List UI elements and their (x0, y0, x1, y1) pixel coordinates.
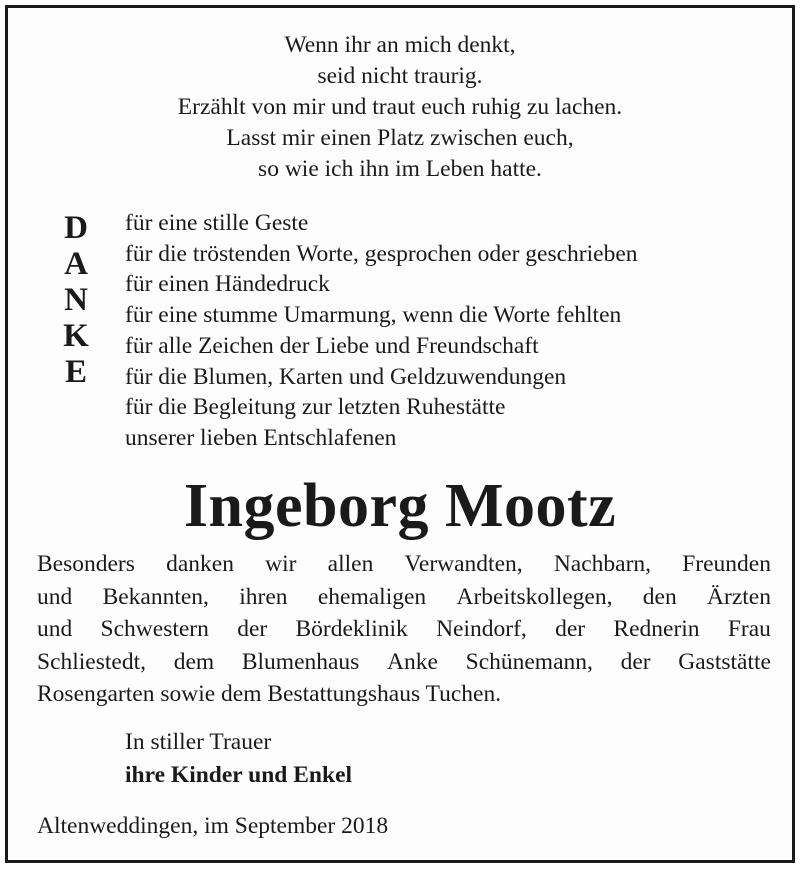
thanks-line (37, 613, 771, 646)
word: der (620, 648, 651, 675)
poem-line: seid nicht traurig. (317, 63, 483, 89)
word: Rednerin (613, 616, 700, 642)
word: und (37, 583, 73, 610)
mourning-line: In stiller Trauer (125, 729, 272, 755)
danke-list (125, 208, 638, 454)
danke-line: für die Begleitung zur letzten Ruhestätte (125, 394, 506, 421)
deceased-name: Ingeborg Mootz (183, 472, 617, 540)
signature-block (125, 726, 352, 792)
poem (8, 30, 792, 185)
danke-line: für eine stille Geste (125, 210, 309, 236)
danke-line: für eine stumme Umarmung, wenn die Worte fehlten (125, 302, 622, 329)
danke-letter: A (64, 246, 88, 282)
poem-line: so wie ich ihn im Leben hatte. (258, 156, 542, 182)
place-date: Altenweddingen, im September 2018 (37, 813, 389, 839)
word: Neindorf, (436, 616, 527, 642)
word: ihren (239, 583, 288, 610)
thanks-line (37, 548, 771, 581)
word: Schwestern (100, 616, 209, 642)
danke-letter: N (64, 282, 88, 318)
poem-line: Erzählt von mir und traut euch ruhig zu lachen. (177, 94, 623, 120)
word: wir (265, 551, 297, 577)
word: Schliestedt, (37, 648, 146, 675)
word: und (37, 616, 73, 642)
word: Verwandten, (404, 551, 523, 577)
word: Nachbarn, (553, 551, 652, 577)
thanks-line: Rosengarten sowie dem Bestattungshaus Tuchen. (37, 681, 502, 707)
word: danken (166, 551, 234, 577)
danke-letter: K (63, 318, 89, 354)
word: dem (173, 648, 215, 675)
word: Schünemann, (465, 648, 593, 675)
word: ehemaligen (317, 583, 427, 610)
danke-letter: E (64, 354, 87, 390)
word: Anke (387, 648, 438, 675)
danke-acrostic (56, 210, 96, 390)
word: Freunden (682, 551, 771, 577)
word: Arbeitskollegen, (456, 583, 613, 610)
word: Ärzten (707, 583, 771, 610)
danke-line: für alle Zeichen der Liebe und Freundschaft (125, 332, 539, 359)
thanks-line (37, 581, 771, 614)
word: Besonders (37, 551, 135, 577)
danke-line: für die Blumen, Karten und Geldzuwendungen (125, 363, 567, 390)
word: allen (327, 551, 374, 577)
word: Bördeklinik (295, 616, 408, 642)
danke-letter: D (64, 210, 88, 246)
danke-line: für die tröstenden Worte, gesprochen oder geschrieben (125, 240, 638, 267)
word: Bekannten, (102, 583, 209, 610)
word: Gaststätte (678, 648, 771, 675)
danke-line: für einen Händedruck (125, 271, 330, 298)
word: der (237, 616, 268, 642)
poem-line: Wenn ihr an mich denkt, (284, 32, 516, 58)
thanks-paragraph (37, 548, 771, 711)
obituary-notice (5, 5, 795, 863)
word: Frau (727, 616, 771, 642)
thanks-line (37, 646, 771, 679)
word: der (555, 616, 586, 642)
poem-line: Lasst mir einen Platz zwischen euch, (226, 125, 574, 151)
word: Blumenhaus (241, 648, 360, 675)
danke-line: unserer lieben Entschlafenen (125, 424, 397, 451)
family-line: ihre Kinder und Enkel (125, 762, 353, 788)
word: den (642, 583, 677, 610)
